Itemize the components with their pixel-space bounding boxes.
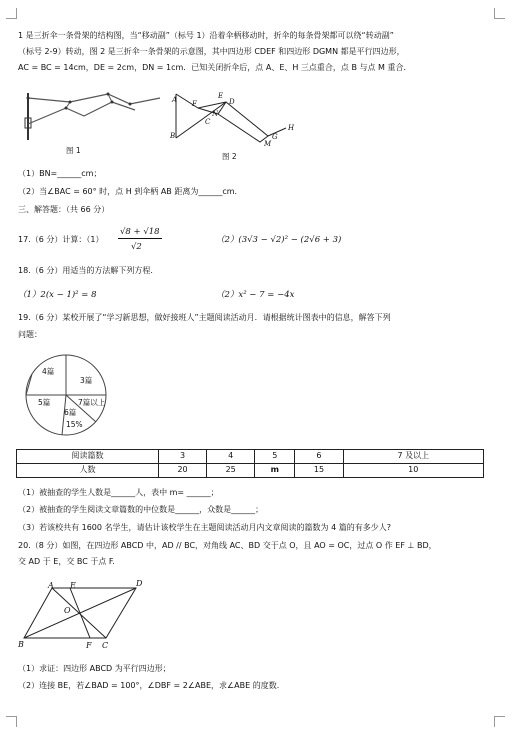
pie-label-3-articles: 3篇 bbox=[80, 376, 93, 385]
parallelogram-figure bbox=[18, 576, 148, 652]
q1-line2: （标号 2-9）转动，图 2 是三折伞一条骨架的示意图，其中四边形 CDEF 和四边形 DGMN 都是平行四边形， bbox=[18, 47, 405, 56]
fig2-label-d: D bbox=[229, 98, 235, 106]
table-cell: 3 bbox=[158, 450, 206, 464]
fig20-label-o: O bbox=[64, 606, 71, 615]
fig2-label-f: F bbox=[192, 100, 197, 108]
fig2-label-m: M bbox=[264, 140, 272, 148]
fig2-label-c: C bbox=[205, 118, 211, 126]
q20-sub1: （1）求证：四边形 ABCD 为平行四边形； bbox=[18, 664, 171, 673]
pie-label-7-plus-articles: 7篇以上 bbox=[78, 398, 106, 407]
umbrella-rib-figure-1 bbox=[20, 88, 165, 158]
q20-line2: 交 AD 于 E，交 BC 于点 F. bbox=[18, 557, 115, 566]
pie-label-6-articles: 6篇 bbox=[64, 408, 77, 417]
fig20-label-c: C bbox=[102, 641, 109, 650]
q19-sub3: （3）若该校共有 1600 名学生，请估计该校学生在主题阅读活动月内文章阅读的篇数为 4 篇的有多少人? bbox=[18, 523, 391, 532]
table-cell: 4 bbox=[207, 450, 255, 464]
q1-line1: 1 是三折伞一条骨架的结构图，当“移动副”（标号 1）沿着伞柄移动时，折伞的每条骨架都可以绕“转动副” bbox=[18, 31, 394, 40]
q20-sub2: （2）连接 BE，若∠BAD = 100°，∠DBF = 2∠ABE，求∠ABE 的度数. bbox=[18, 681, 280, 690]
fig2-label-b: B bbox=[170, 132, 176, 140]
table-cell: 5 bbox=[255, 450, 295, 464]
q19-line2: 问题： bbox=[18, 330, 42, 339]
q20-line1: 20.（8 分）如图，在四边形 ABCD 中，AD // BC，对角线 AC、BD 交于点 O，且 AO = OC，过点 O 作 EF ⊥ BD， bbox=[18, 541, 437, 550]
q19-sub2: （2）被抽查的学生阅读文章篇数的中位数是______，众数是______； bbox=[18, 505, 264, 514]
q17-part2: （2）(3√3 − √2)² − (2√6 + 3) bbox=[216, 235, 342, 245]
q17-fraction-denominator: √2 bbox=[131, 242, 142, 252]
pie-label-percentage: 15% bbox=[66, 420, 83, 429]
pie-label-5-articles: 5篇 bbox=[38, 398, 51, 407]
crop-mark-bottom-left bbox=[6, 716, 17, 727]
table-row-header bbox=[17, 450, 484, 464]
fig2-label-a: A bbox=[172, 96, 178, 104]
table-cell: 10 bbox=[343, 464, 483, 478]
pie-label-4-articles: 4篇 bbox=[42, 367, 55, 376]
crop-mark-top-left bbox=[6, 8, 17, 19]
fig2-label-h: H bbox=[288, 124, 295, 132]
table-cell: 7 及以上 bbox=[343, 450, 483, 464]
crop-mark-top-right bbox=[494, 8, 505, 19]
fig20-label-f: F bbox=[86, 641, 92, 650]
crop-mark-bottom-right bbox=[494, 716, 505, 727]
q17-head: 17.（6 分）计算：（1） bbox=[18, 235, 104, 244]
reading-count-table bbox=[16, 449, 484, 478]
q1-line3: AC = BC = 14cm，DE = 2cm，DN = 1cm．已知关闭折伞后，点 A、E、H 三点重合，点 B 与点 M 重合． bbox=[18, 63, 412, 72]
fig20-label-b: B bbox=[18, 640, 24, 649]
table-cell: 25 bbox=[207, 464, 255, 478]
table-cell: 15 bbox=[295, 464, 343, 478]
q1-sub2: （2）当∠BAC = 60° 时，点 H 到伞柄 AB 距离为______cm. bbox=[18, 187, 238, 196]
fig2-label-e: E bbox=[218, 92, 224, 100]
q18-part2: （2）x² − 7 = −4x bbox=[216, 290, 295, 300]
fig2-label-g: G bbox=[272, 133, 278, 141]
table-cell: 阅读篇数 bbox=[17, 450, 159, 464]
fig20-label-a: A bbox=[48, 581, 54, 590]
q18-head: 18.（6 分）用适当的方法解下列方程. bbox=[18, 266, 153, 275]
table-cell: 人数 bbox=[17, 464, 159, 478]
table-cell: m bbox=[255, 464, 295, 478]
table-cell: 6 bbox=[295, 450, 343, 464]
q1-sub1: （1）BN=______cm； bbox=[18, 169, 102, 178]
fig20-label-e: E bbox=[70, 581, 76, 590]
table-cell: 20 bbox=[158, 464, 206, 478]
figure-2-caption: 图 2 bbox=[222, 152, 237, 161]
q17-fraction-numerator: √8 + √18 bbox=[118, 227, 162, 239]
table-row-count bbox=[17, 464, 484, 478]
q18-part1: （1）2(x − 1)² = 8 bbox=[18, 290, 97, 300]
figure-1-caption: 图 1 bbox=[66, 146, 81, 155]
fig20-label-d: D bbox=[136, 579, 143, 588]
section-3-heading: 三、解答题：（共 66 分） bbox=[18, 205, 110, 214]
q19-sub1: （1）被抽查的学生人数是______人，表中 m= ______； bbox=[18, 488, 219, 497]
fig2-label-n: N bbox=[212, 110, 219, 118]
q19-line1: 19.（6 分）某校开展了“学习新思想，做好接班人”主题阅读活动月．请根据统计图表中的信息，解答下列 bbox=[18, 313, 391, 322]
